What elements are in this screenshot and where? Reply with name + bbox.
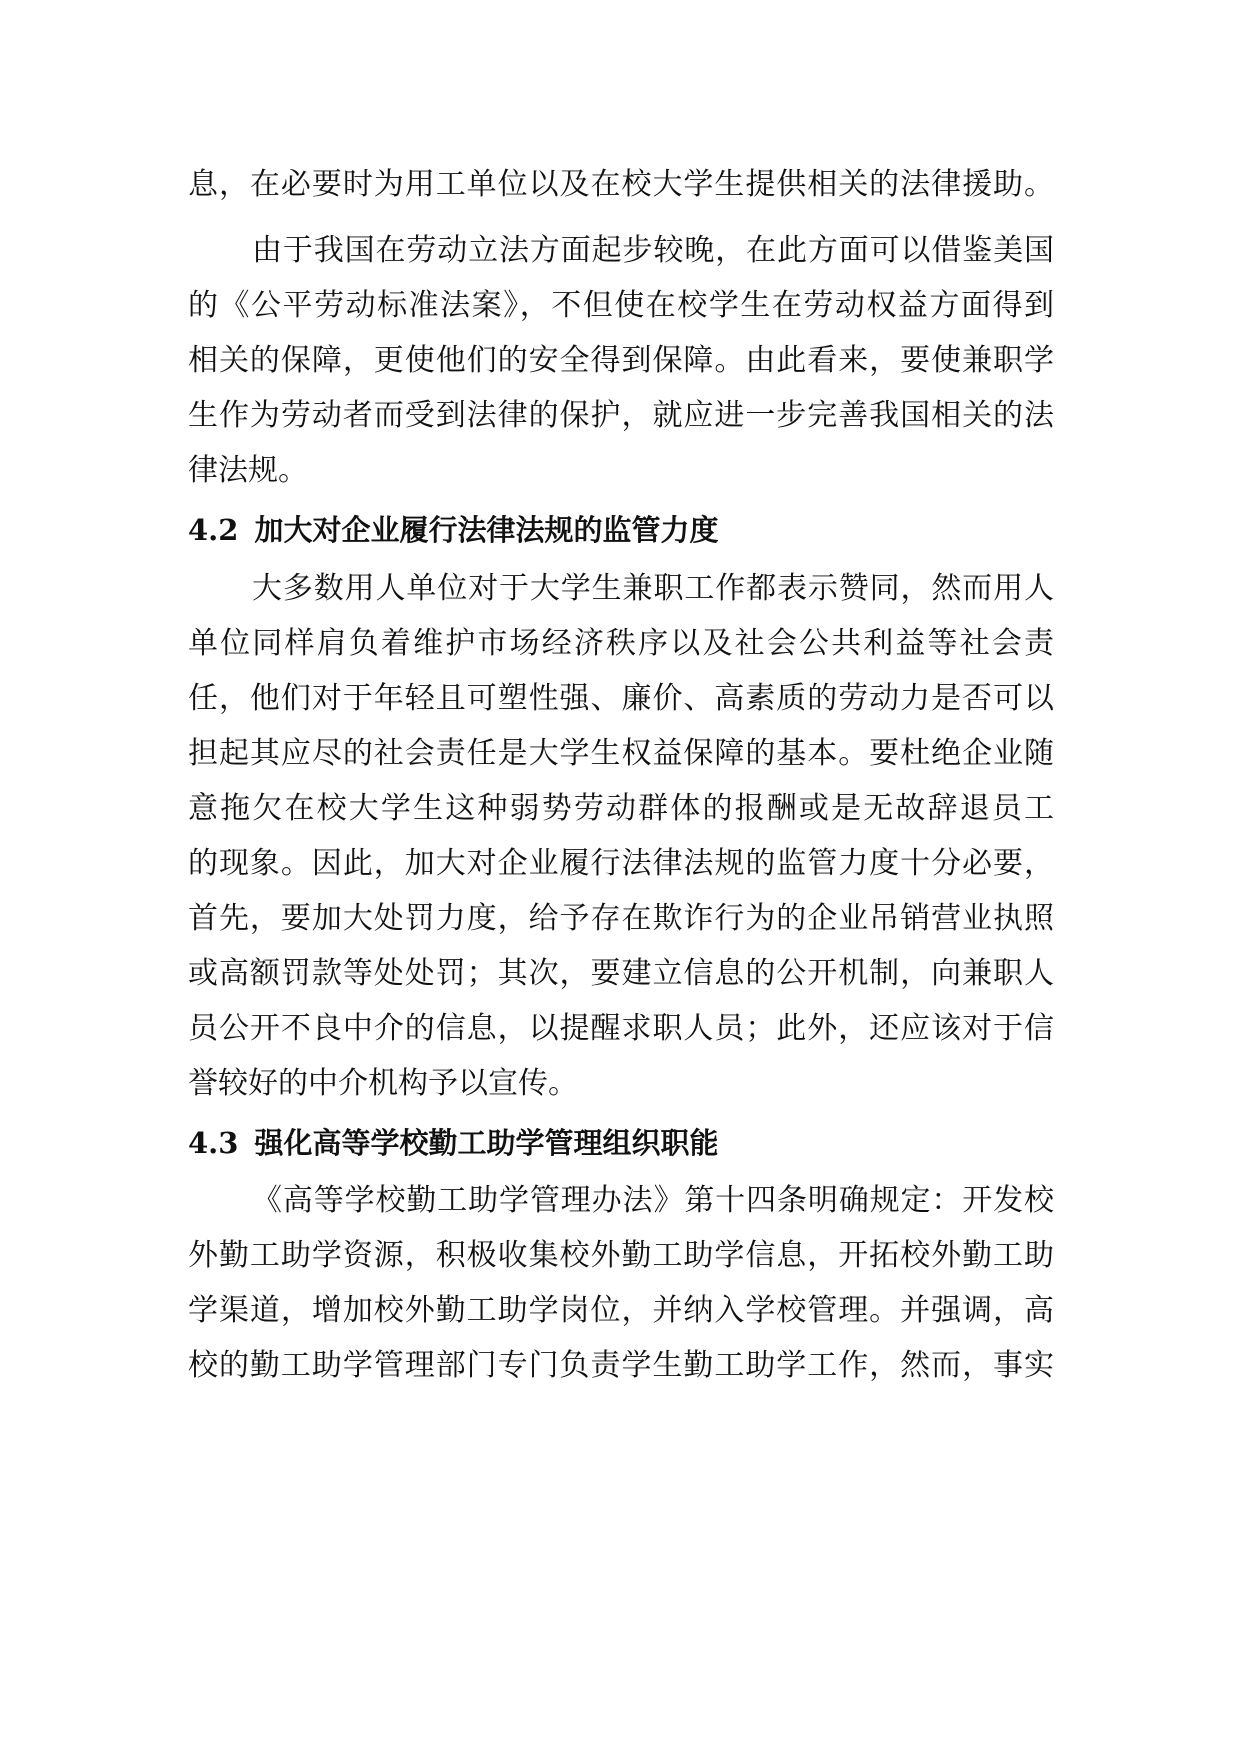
paragraph-line: 《高等学校勤工助学管理办法》第十四条明确规定：开发校 bbox=[252, 1183, 1054, 1218]
paragraph-line: 的现象。因此，加大对企业履行法律法规的监管力度十分必要， bbox=[188, 846, 1054, 881]
paragraph-line: 任，他们对于年轻且可塑性强、廉价、高素质的劳动力是否可以 bbox=[188, 681, 1054, 716]
paragraph-line: 首先，要加大处罚力度，给予存在欺诈行为的企业吊销营业执照 bbox=[188, 901, 1054, 936]
section-heading bbox=[188, 1123, 1054, 1163]
section-heading bbox=[188, 510, 1054, 550]
paragraph-line: 单位同样肩负着维护市场经济秩序以及社会公共利益等社会责 bbox=[188, 626, 1054, 661]
paragraph-line: 员公开不良中介的信息，以提醒求职人员；此外，还应该对于信 bbox=[188, 1011, 1054, 1046]
paragraph-line: 律法规。 bbox=[188, 453, 308, 488]
paragraph-line: 校的勤工助学管理部门专门负责学生勤工助学工作，然而，事实 bbox=[188, 1348, 1054, 1383]
paragraph-line: 誉较好的中介机构予以宣传。 bbox=[188, 1066, 578, 1101]
section-title: 加大对企业履行法律法规的监管力度 bbox=[254, 513, 719, 547]
paragraph-line: 学渠道，增加校外勤工助学岗位，并纳入学校管理。并强调，高 bbox=[188, 1293, 1054, 1328]
paragraph-line: 或高额罚款等处处罚；其次，要建立信息的公开机制，向兼职人 bbox=[188, 956, 1054, 991]
paragraph-line: 生作为劳动者而受到法律的保护，就应进一步完善我国相关的法 bbox=[188, 398, 1054, 433]
paragraph-line: 由于我国在劳动立法方面起步较晚，在此方面可以借鉴美国 bbox=[252, 233, 1054, 268]
section-title: 强化高等学校勤工助学管理组织职能 bbox=[254, 1126, 719, 1160]
paragraph-line: 的《公平劳动标准法案》，不但使在校学生在劳动权益方面得到 bbox=[188, 288, 1054, 323]
paragraph-line: 担起其应尽的社会责任是大学生权益保障的基本。要杜绝企业随 bbox=[188, 736, 1054, 771]
paragraph-line: 大多数用人单位对于大学生兼职工作都表示赞同，然而用人 bbox=[252, 571, 1054, 606]
section-number: 4.2 bbox=[188, 513, 239, 547]
section-number: 4.3 bbox=[188, 1126, 239, 1160]
paragraph-line: 息，在必要时为用工单位以及在校大学生提供相关的法律援助。 bbox=[188, 167, 1054, 202]
paragraph-line: 意拖欠在校大学生这种弱势劳动群体的报酬或是无故辞退员工 bbox=[188, 791, 1054, 826]
paragraph-line: 相关的保障，更使他们的安全得到保障。由此看来，要使兼职学 bbox=[188, 343, 1054, 378]
paragraph-line: 外勤工助学资源，积极收集校外勤工助学信息，开拓校外勤工助 bbox=[188, 1238, 1054, 1273]
